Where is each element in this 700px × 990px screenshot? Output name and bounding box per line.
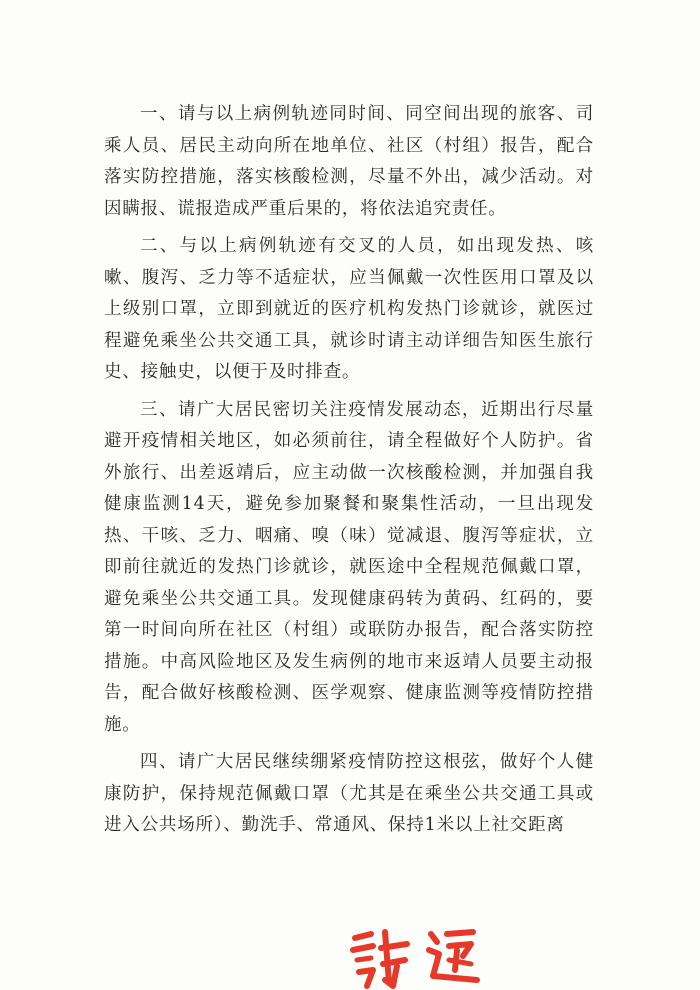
seal-stamp-icon [345, 920, 485, 990]
paragraph-2: 二、与以上病例轨迹有交叉的人员，如出现发热、咳嗽、腹泻、乏力等不适症状，应当佩戴一次性医用口罩及以上级别口罩，立即到就近的医疗机构发热门诊就诊，就医过程避免乘坐公共交通工具，就诊时请主动详细告知医生旅行史、接触史，以便于及时排查。 [104, 236, 594, 382]
paragraph-4: 四、请广大居民继续绷紧疫情防控这根弦，做好个人健康防护，保持规范佩戴口罩（尤其是在乘坐公共交通工具或进入公共场所）、勤洗手、常通风、保持1米以上社交距离 [104, 752, 594, 835]
paragraph-3: 三、请广大居民密切关注疫情发展动态，近期出行尽量避开疫情相关地区，如必须前往，请全程做好个人防护。省外旅行、出差返靖后，应主动做一次核酸检测，并加强自我健康监测14天，避免参加聚餐和聚集性活动，一旦出现发热、干咳、乏力、咽痛、嗅（味）觉减退、腹泻等症状，立即前往就近的发热门诊就诊，就医途中全程规范佩戴口罩，避免乘坐公共交通工具。发现健康码转为黄码、红码的，要第一时间向所在社区（村组）或联防办报告，配合落实防控措施。中高风险地区及发生病例的地市来返靖人员要主动报告，配合做好核酸检测、医学观察、健康监测等疫情防控措施。 [104, 399, 594, 735]
paragraph-1: 一、请与以上病例轨迹同时间、同空间出现的旅客、司乘人员、居民主动向所在地单位、社区（村组）报告，配合落实防控措施，落实核酸检测，尽量不外出，减少活动。对因瞒报、谎报造成严重后果的，将依法追究责任。 [104, 104, 594, 219]
document-body [104, 99, 594, 848]
